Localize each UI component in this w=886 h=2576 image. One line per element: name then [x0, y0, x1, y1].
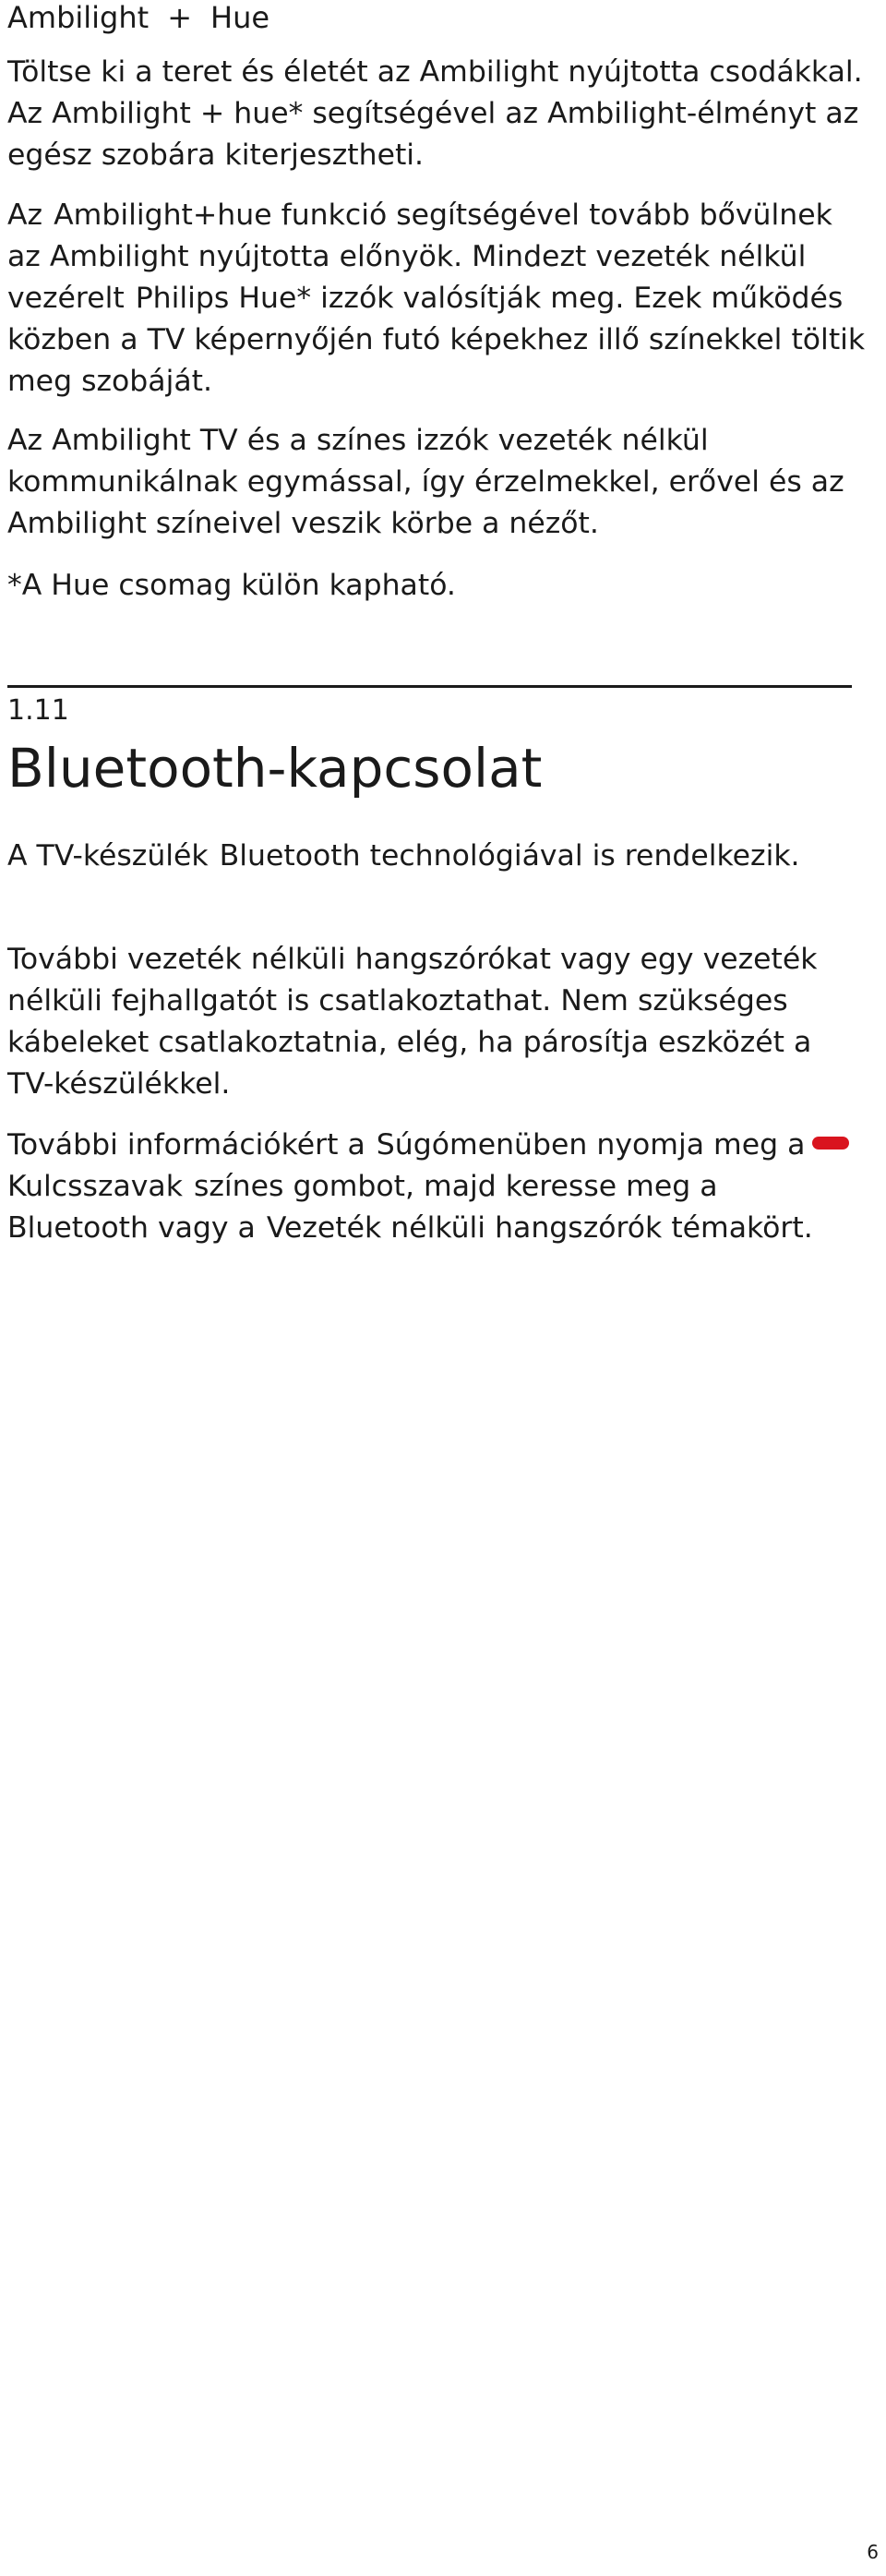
bluetooth-paragraph-3 — [7, 1125, 866, 1249]
bt1-text-a: A TV-készülék — [7, 839, 209, 873]
p2-text-a: Az — [7, 199, 43, 232]
bt3-text-c: menüben nyomja meg a — [449, 1128, 806, 1162]
red-color-key-icon — [812, 1137, 849, 1150]
bt3-term-bluetooth: Bluetooth — [7, 1211, 149, 1245]
bt3-term-sugo: Súgó — [376, 1128, 450, 1162]
section-title: Bluetooth-kapcsolat — [7, 737, 543, 800]
bluetooth-paragraph-1 — [7, 836, 866, 877]
p2-text-c: funkció segítségével tovább bővülnek az Ambilight nyújtotta előnyök. Mindezt vezeték nélkül vezérelt — [7, 199, 832, 315]
heading-part-ambilight: Ambilight — [7, 0, 150, 35]
subsection-heading — [7, 0, 269, 35]
bt1-term-bluetooth: Bluetooth — [219, 839, 361, 873]
bt3-term-kulcsszavak: Kulcsszavak — [7, 1170, 183, 1203]
p2-term-philips-hue: Philips Hue* — [135, 282, 312, 315]
heading-part-hue: Hue — [210, 0, 270, 35]
p2-term-ambilight-hue: Ambilight+hue — [54, 199, 272, 232]
hue-footnote: *A Hue csomag külön kapható. — [7, 569, 456, 602]
bt3-text-i: témakört. — [671, 1211, 813, 1245]
bt1-text-c: technológiával is rendelkezik. — [369, 839, 800, 873]
bluetooth-paragraph-2: További vezeték nélküli hangszórókat vagy egy vezeték nélküli fejhallgatót is csatlakoztathat. Nem szükséges kábeleket csatlakoztatnia, elég, ha párosítja eszközét a TV-készülékkel. — [7, 943, 818, 1101]
bt3-term-hangszorok: Vezeték nélküli hangszórók — [266, 1211, 663, 1245]
section-number: 1.11 — [7, 694, 69, 727]
bt3-text-a: További információkért a — [7, 1128, 365, 1162]
section-divider — [7, 685, 852, 688]
page-number: 6 — [867, 2541, 879, 2563]
p2-text-e: izzók valósítják meg. Ezek működés közben a TV képernyőjén futó képekhez illő színekkel töltik meg szobáját. — [7, 282, 866, 398]
ambilight-paragraph-1: Töltse ki a teret és életét az Ambilight nyújtotta csodákkal. Az Ambilight + hue* segítségével az Ambilight-élményt az egész szobára kiterjesztheti. — [7, 55, 863, 172]
heading-plus: + — [167, 0, 192, 35]
ambilight-paragraph-3: Az Ambilight TV és a színes izzók vezeték nélkül kommunikálnak egymással, így érzelmekkel, erővel és az Ambilight színeivel veszik körbe a nézőt. — [7, 424, 844, 540]
ambilight-paragraph-2 — [7, 195, 866, 403]
bt3-text-g: vagy a — [157, 1211, 256, 1245]
bt3-text-e: színes gombot, majd keresse meg a — [193, 1170, 718, 1203]
